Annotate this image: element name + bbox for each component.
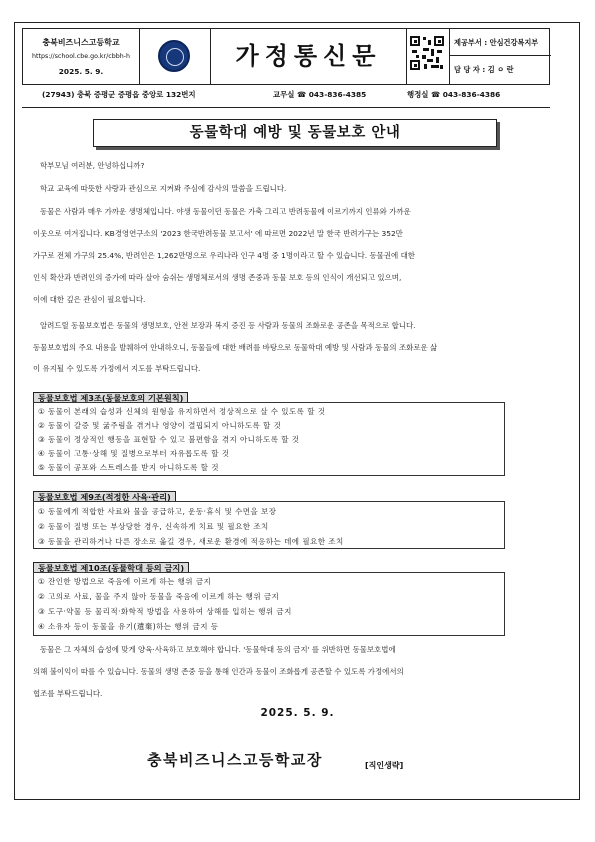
law-3-title: 동물보호법 제3조(동물보호의 기본원칙): [33, 392, 188, 403]
closing-line: 동물은 그 자체의 습성에 맞게 양육·사육하고 보호해야 합니다. '동물학대 등의 금지' 를 위반하면 동물보호법에: [40, 645, 396, 654]
qr-code-icon: [410, 36, 444, 70]
law-item: ③ 도구·약물 등 물리적·화학적 방법을 사용하여 상해를 입히는 행위 금지: [38, 607, 292, 616]
law-10-box: [33, 572, 505, 636]
school-address: (27943) 충북 증평군 증평읍 중앙로 132번지: [42, 90, 196, 99]
school-emblem: [140, 29, 211, 84]
law-item: ② 동물이 갈증 및 굶주림을 겪거나 영양이 결핍되지 아니하도록 할 것: [38, 421, 282, 430]
law-item: ② 동물이 질병 또는 부상당한 경우, 신속하게 치료 및 필요한 조치: [38, 522, 269, 531]
paragraph-line: 동물보호법의 주요 내용을 발췌하여 안내하오니, 동물들에 대한 배려를 바탕으로 동물학대 예방 및 사람과 동물의 조화로운 삶: [33, 343, 438, 352]
law-item: ① 잔인한 방법으로 죽음에 이르게 하는 행위 금지: [38, 577, 212, 586]
paragraph-line: 이에 대한 깊은 관심이 필요합니다.: [33, 295, 146, 304]
law-item: ④ 동물이 고통·상해 및 질병으로부터 자유롭도록 할 것: [38, 449, 230, 458]
law-item: ① 동물이 본래의 습성과 신체의 원형을 유지하면서 정상적으로 살 수 있도록 할 것: [38, 407, 326, 416]
school-url[interactable]: https://school.cbe.go.kr/cbbh-h: [32, 53, 130, 60]
closing-line: 협조를 부탁드립니다.: [33, 689, 103, 698]
provider-dept: 제공부서 : 안심건강복지부: [450, 29, 551, 56]
closing-line: 의해 불이익이 따를 수 있습니다. 동물의 생명 존중 등을 통해 인간과 동물이 조화롭게 공존할 수 있도록 가정에서의: [33, 667, 404, 676]
sign-date: 2025. 5. 9.: [260, 707, 335, 719]
qr-code[interactable]: [406, 29, 450, 84]
principal-signature: 충북비즈니스고등학교장: [147, 751, 323, 769]
paragraph-line: 가구로 전체 가구의 25.4%, 반려인은 1,262만명으로 우리나라 인구 4명 중 1명이라고 할 수 있습니다. 동물권에 대한: [33, 251, 415, 260]
law-item: ③ 동물을 관리하거나 다른 장소로 옮길 경우, 새로운 환경에 적응하는 데에 필요한 조치: [38, 537, 344, 546]
thanks-line: 학교 교육에 따뜻한 사랑과 관심으로 지켜봐 주심에 감사의 말씀을 드립니다.: [40, 184, 287, 193]
law-item: ① 동물에게 적합한 사료와 물을 공급하고, 운동·휴식 및 수면을 보장: [38, 507, 277, 516]
divider: [22, 107, 550, 108]
admin-phone: 행정실 ☎ 043-836-4386: [407, 90, 501, 99]
greeting: 학부모님 여러분, 안녕하십니까?: [40, 161, 145, 170]
manager-name: 담 당 자 : 김 ㅇ 란: [454, 65, 514, 74]
paragraph-line: 이 유지될 수 있도록 가정에서 지도를 부탁드립니다.: [33, 364, 201, 373]
law-item: ② 고의로 사료, 물을 주지 않아 동물을 죽음에 이르게 하는 행위 금지: [38, 592, 280, 601]
contact-info: [450, 29, 551, 84]
paragraph-line: 이웃으로 여겨집니다. KB경영연구소의 '2023 한국반려동물 보고서' 에 따르면 2022년 말 한국 반려가구는 352만: [33, 229, 403, 238]
document-title: 동물학대 예방 및 동물보호 안내: [93, 119, 497, 147]
address-bar: [22, 89, 550, 103]
law-3-box: [33, 402, 505, 476]
law-9-box: [33, 501, 505, 549]
paragraph-line: 인식 확산과 반려인의 증가에 따라 살아 숨쉬는 생명체로서의 생명 존중과 동물 보호 등의 인식이 개선되고 있으며,: [33, 273, 402, 282]
school-info: [23, 29, 140, 84]
office-phone: 교무실 ☎ 043-836-4385: [273, 90, 367, 99]
law-10-title: 동물보호법 제10조(동물학대 등의 금지): [33, 562, 189, 573]
law-item: ③ 동물이 정상적인 행동을 표현할 수 있고 불편함을 겪지 아니하도록 할 것: [38, 435, 300, 444]
paragraph-line: 동물은 사람과 매우 가까운 생명체입니다. 야생 동물이던 동물은 가축 그리고 반려동물에 이르기까지 인류와 가까운: [40, 207, 411, 216]
seal-omitted-note: [직인생략]: [365, 761, 404, 770]
paragraph-line: 알려드릴 동물보호법은 동물의 생명보호, 안전 보장과 복지 증진 등 사람과 동물의 조화로운 공존을 목적으로 합니다.: [40, 321, 416, 330]
law-9-title: 동물보호법 제9조(적정한 사육·관리): [33, 491, 176, 502]
law-item: ⑤ 동물이 공포와 스트레스를 받지 아니하도록 할 것: [38, 463, 219, 472]
school-name: 충북비즈니스고등학교: [42, 38, 120, 47]
letter-header: [22, 28, 550, 85]
emblem-icon: [158, 40, 190, 72]
law-item: ④ 소유자 등이 동물을 유기(遺棄)하는 행위 금지 등: [38, 622, 219, 631]
letter-type-title: 가정통신문: [211, 29, 407, 84]
issue-date: 2025. 5. 9.: [58, 67, 104, 76]
